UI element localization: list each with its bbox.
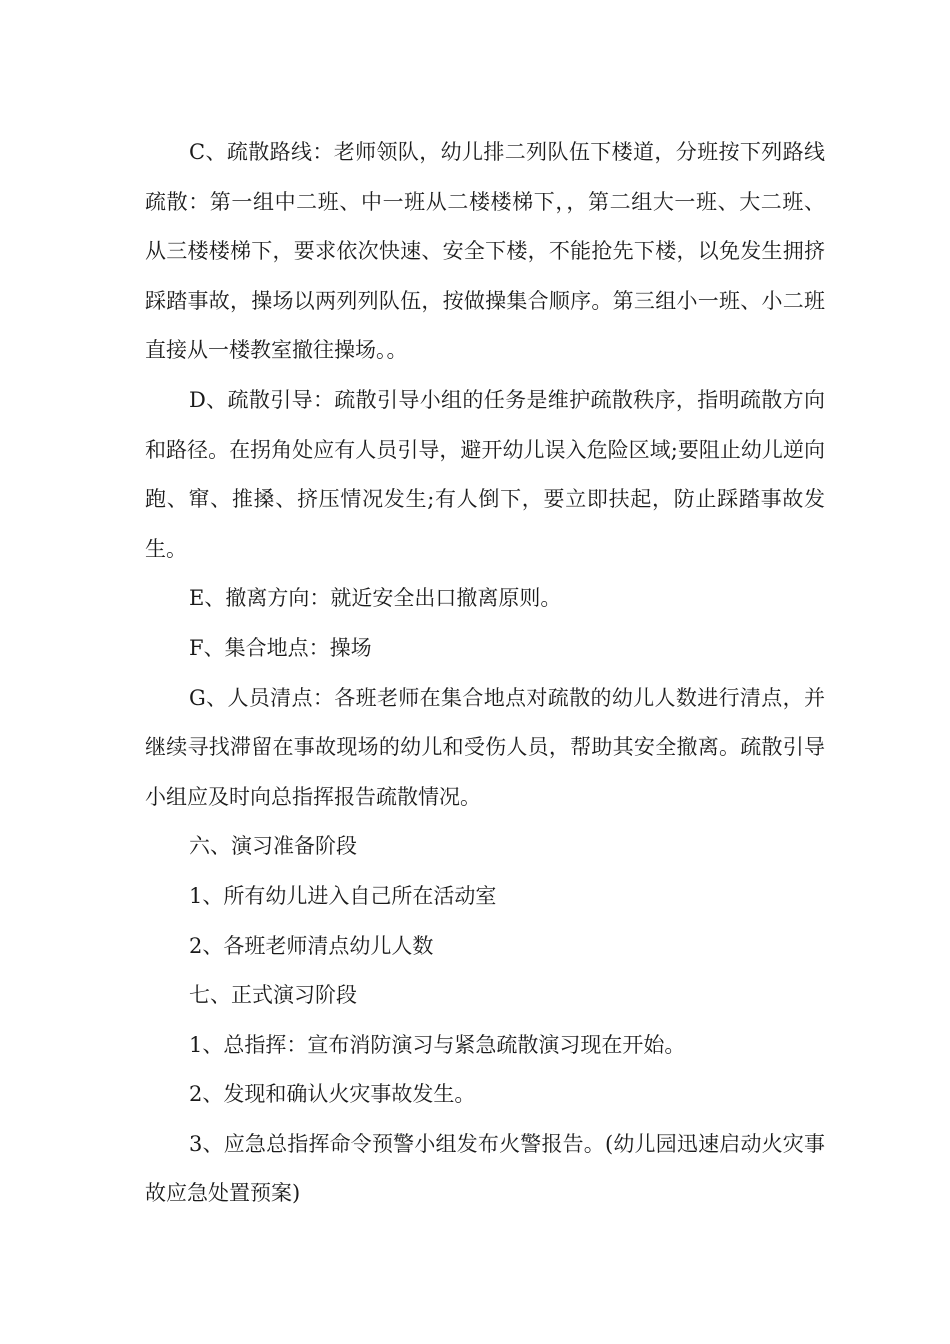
document-body [145, 128, 825, 1219]
section-heading-preparation: 六、演习准备阶段 [189, 834, 357, 859]
paragraph-drill-step-1: 1、总指挥：宣布消防演习与紧急疏散演习现在开始。 [189, 1032, 686, 1057]
paragraph-assembly-point: F、集合地点：操场 [189, 635, 372, 660]
paragraph-evacuation-route: C、疏散路线：老师领队，幼儿排二列队伍下楼道，分班按下列路线疏散：第一组中二班、中一班从二楼楼梯下，，第二组大一班、大二班、从三楼楼梯下，要求依次快速、安全下楼，不能抢先下楼，以免发生拥挤踩踏事故，操场以两列列队伍，按做操集合顺序。第三组小一班、小二班直接从一楼教室撤往操场。。 [145, 140, 825, 363]
paragraph-evacuation-direction: E、撤离方向：就近安全出口撤离原则。 [189, 586, 562, 611]
paragraph-headcount: G、人员清点：各班老师在集合地点对疏散的幼儿人数进行清点，并继续寻找滞留在事故现场的幼儿和受伤人员，帮助其安全撤离。疏散引导小组应及时向总指挥报告疏散情况。 [145, 685, 825, 809]
paragraph-drill-step-3: 3、应急总指挥命令预警小组发布火警报告。(幼儿园迅速启动火灾事故应急处置预案) [145, 1131, 825, 1206]
paragraph-prep-step-2: 2、各班老师清点幼儿人数 [189, 933, 434, 958]
section-heading-formal-drill: 七、正式演习阶段 [189, 983, 357, 1008]
paragraph-prep-step-1: 1、所有幼儿进入自己所在活动室 [189, 883, 497, 908]
paragraph-drill-step-2: 2、发现和确认火灾事故发生。 [189, 1082, 476, 1107]
paragraph-evacuation-guidance: D、疏散引导：疏散引导小组的任务是维护疏散秩序，指明疏散方向和路径。在拐角处应有人员引导，避开幼儿误入危险区域;要阻止幼儿逆向跑、窜、推搡、挤压情况发生;有人倒下，要立即扶起，防止踩踏事故发生。 [145, 387, 825, 561]
